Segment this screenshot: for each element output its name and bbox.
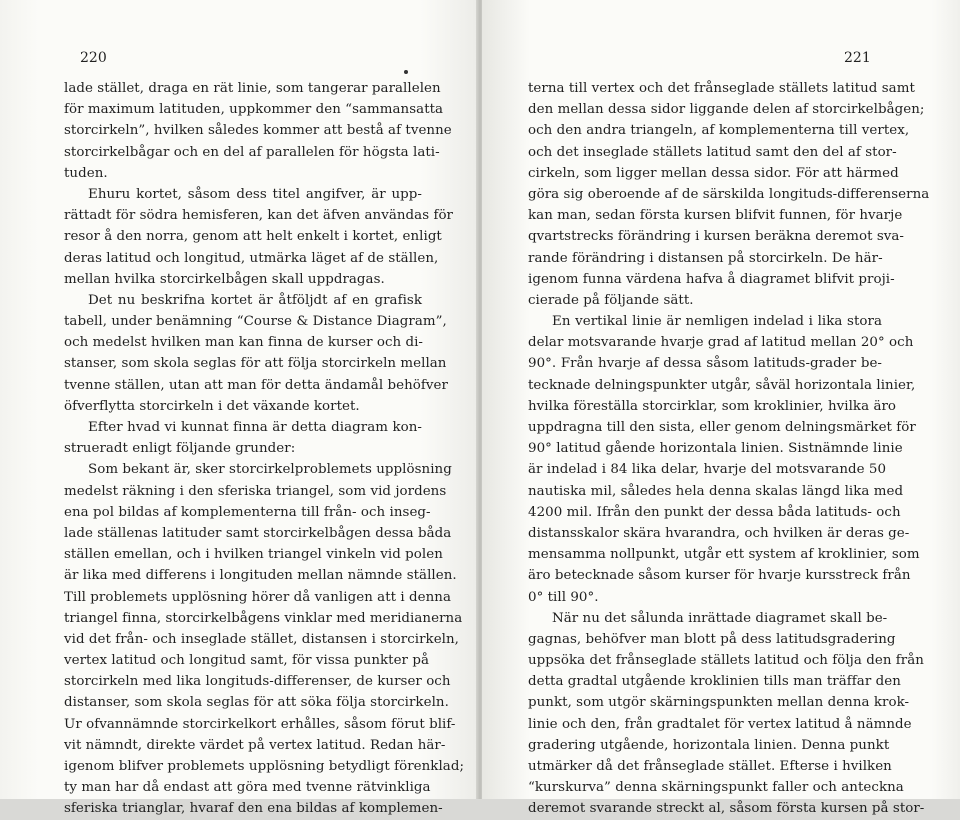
text-line: detta gradtal utgående kroklinien tills man träffar den [528,674,901,690]
text-line: kan man, sedan första kursen blifvit funnen, för hvarje [528,208,903,224]
text-line: deras latitud och longitud, utmärka läget af de ställen, [64,250,439,266]
text-line: äro betecknade såsom kurser för hvarje kursstreck från [528,568,911,584]
text-line: ställen emellan, och i hvilken triangel vinkeln vid polen [64,547,443,563]
left-page-text [64,78,465,820]
text-line: linie och den, från gradtalet för vertex latitud å nämnde [528,716,912,732]
text-line: Till problemets upplösning hörer då vanligen att i denna [64,589,451,605]
left-page-number: 220 [80,50,107,66]
text-line: När nu det sålunda inrättade diagramet skall be- [552,610,888,626]
right-page-text [528,78,930,820]
text-line: ty man har då endast att göra med tvenne rätvinkliga [64,780,431,796]
text-line: 0° till 90°. [528,589,599,605]
text-line: Efter hvad vi kunnat finna är detta diagram kon- [88,420,422,435]
text-line: 90°. Från hvarje af dessa såsom latituds-grader be- [528,356,882,372]
text-line: mensamma nollpunkt, utgår ett system af kroklinier, som [528,547,920,563]
ink-dot [404,70,408,74]
text-line: deremot svarande streckt al, såsom första kursen på stor- [528,801,925,817]
text-line: Det nu beskrifna kortet är åtföljdt af en grafisk [88,292,422,308]
text-line: distansskalor skära hvarandra, och hvilken är deras ge- [528,525,910,541]
text-line: vertex latitud och longitud samt, för vissa punkter på [64,653,429,669]
text-line: medelst räkning i den sferiska triangel, som vid jordens [64,483,447,499]
left-page [0,0,478,817]
text-line: tabell, under benämning “Course & Distance Diagram”, [64,314,447,330]
text-line: Ur ofvannämnde storcirkelkort erhålles, såsom förut blif- [64,716,456,732]
text-line: igenom blifver problemets upplösning betydligt förenklad; [64,759,465,774]
text-line: är lika med differens i longituden mellan nämnde ställen. [64,568,457,584]
text-line: tvenne ställen, utan att man för detta ändamål behöfver [64,377,448,393]
text-line: öfverflytta storcirkeln i det växande kortet. [64,398,360,414]
text-line: punkt, som utgör skärningspunkten mellan denna krok- [528,695,910,711]
text-line: och det inseglade ställets latitud samt den del af stor- [528,144,897,160]
text-line: mellan hvilka storcirkelbågen skall uppdragas. [64,271,385,287]
text-line: hvilka föreställa storcirklar, som kroklinier, hvilka äro [528,398,897,414]
text-line: utmärker då det frånseglade stället. Efterse i hvilken [528,759,892,774]
right-page-number: 221 [844,50,871,66]
text-line: storcirkeln med lika longituds-differenser, de kurser och [64,674,451,690]
text-line: sferiska trianglar, hvaraf den ena bildas af komplemen- [64,801,443,817]
text-line: gradering utgående, horizontala linien. Denna punkt [528,737,890,753]
text-line: storcirkelbågar och en del af parallelen för högsta lati- [64,144,440,160]
text-line: terna till vertex och det frånseglade ställets latitud samt [528,81,915,96]
text-line: Ehuru kortet, såsom dess titel angifver, är upp- [88,186,422,202]
text-line: för maximum latituden, uppkommer den “sammansatta [64,102,444,118]
text-line: göra sig oberoende af de särskilda longituds-differenserna [528,186,930,202]
text-line: cirkeln, som ligger mellan dessa sidor. För att härmed [528,165,899,181]
text-line: lade ställenas latituder samt storcirkelbågen dessa båda [64,525,452,541]
text-line: tuden. [64,165,108,181]
text-line: vid det från- och inseglade stället, distansen i storcirkeln, [64,631,459,647]
text-line: ena pol bildas af komplementerna till från- och inseg- [64,504,431,520]
text-line: rättadt för södra hemisferen, kan det äfven användas för [64,208,454,224]
text-line: Som bekant är, sker storcirkelproblemets upplösning [88,462,452,478]
text-line: 4200 mil. Ifrån den punkt der dessa båda latituds- och [528,504,901,520]
text-line: igenom funna värdena hafva å diagramet blifvit proji- [528,271,895,287]
text-line: och den andra triangeln, af komplementerna till vertex, [528,123,910,139]
text-line: delar motsvarande hvarje grad af latitud mellan 20° och [528,335,914,351]
text-line: distanser, som skola seglas för att söka följa storcirkeln. [64,695,449,711]
text-line: “kurskurva” denna skärningspunkt faller och anteckna [528,780,904,796]
text-line: rande förändring i distansen på storcirkeln. De här- [528,250,883,266]
text-line: är indelad i 84 lika delar, hvarje del motsvarande 50 [528,462,887,478]
text-line: nautiska mil, således hela denna skalas längd lika med [528,483,904,499]
text-line: tecknade delningspunkter utgår, såväl horizontala linier, [528,377,916,393]
text-line: den mellan dessa sidor liggande delen af storcirkelbågen; [528,102,925,118]
text-line: 90° latitud gående horizontala linien. Sistnämnde linie [528,441,903,457]
text-line: En vertikal linie är nemligen indelad i lika stora [552,314,882,330]
text-line: vit nämndt, direkte värdet på vertex latitud. Redan här- [64,737,446,753]
text-line: qvartstrecks förändring i kursen beräkna deremot sva- [528,229,904,245]
text-line: triangel finna, storcirkelbågens vinklar med meridianerna [64,610,463,626]
text-line: cierade på följande sätt. [528,292,694,308]
text-line: uppdragna till den sista, eller genom delningsmärket för [528,420,916,435]
text-line: storcirkeln”, hvilken således kommer att bestå af tvenne [64,123,452,139]
text-line: resor å den norra, genom att helt enkelt i kortet, enligt [64,229,442,245]
text-line: gagnas, behöfver man blott på dess latitudsgradering [528,631,896,647]
text-line: uppsöka det frånseglade ställets latitud och följa den från [528,653,924,669]
text-line: strueradt enligt följande grunder: [64,441,296,457]
text-line: och medelst hvilken man kan finna de kurser och di- [64,335,424,351]
text-line: lade stället, draga en rät linie, som tangerar parallelen [64,81,441,96]
right-page [482,0,960,817]
text-line: stanser, som skola seglas för att följa storcirkeln mellan [64,356,447,372]
